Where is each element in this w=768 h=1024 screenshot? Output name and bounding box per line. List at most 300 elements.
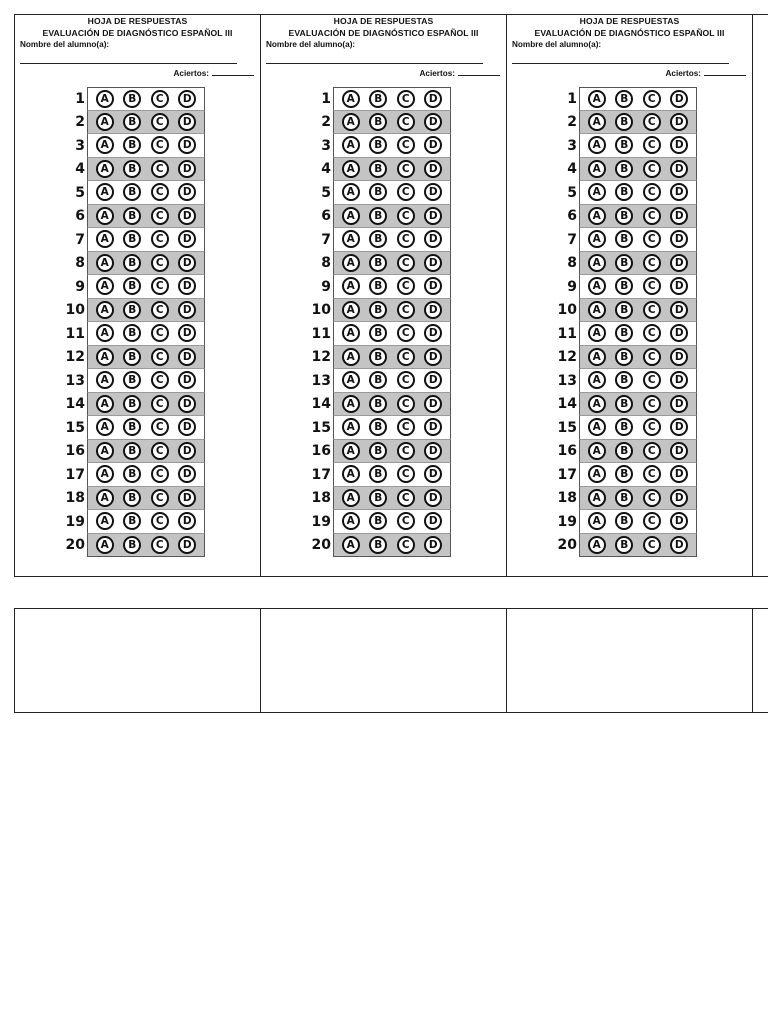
answer-bubble-a[interactable]: A [588, 418, 606, 436]
answer-bubble-b[interactable]: B [123, 277, 141, 295]
answer-bubble-b[interactable]: B [615, 113, 633, 131]
answer-bubble-a[interactable]: A [96, 113, 114, 131]
answer-bubble-a[interactable]: A [96, 324, 114, 342]
sheet-title-line-1: HOJA DE RESPUESTAS [87, 16, 188, 26]
answer-bubble-b[interactable]: B [369, 207, 387, 225]
answer-bubble-a[interactable]: A [96, 512, 114, 530]
answer-bubble-c[interactable]: C [151, 465, 169, 483]
answer-bubble-a[interactable]: A [342, 301, 360, 319]
answer-bubble-b[interactable]: B [123, 489, 141, 507]
answer-bubble-c[interactable]: C [643, 207, 661, 225]
answer-bubble-c[interactable]: C [643, 348, 661, 366]
answer-bubble-a[interactable]: A [342, 536, 360, 554]
answer-bubble-c[interactable]: C [151, 324, 169, 342]
answer-bubble-d[interactable]: D [670, 160, 688, 178]
question-number: 4 [567, 161, 577, 178]
question-number: 5 [321, 184, 331, 201]
answer-bubble-b[interactable]: B [123, 465, 141, 483]
answer-bubble-b[interactable]: B [123, 348, 141, 366]
answer-bubble-b[interactable]: B [615, 90, 633, 108]
answer-bubble-a[interactable]: A [342, 160, 360, 178]
answer-bubble-d[interactable]: D [424, 160, 442, 178]
answer-bubble-a[interactable]: A [588, 512, 606, 530]
question-number: 12 [65, 349, 85, 366]
answer-bubble-d[interactable]: D [178, 324, 196, 342]
answer-options [579, 252, 697, 276]
question-row [301, 181, 461, 205]
answer-bubble-a[interactable]: A [588, 160, 606, 178]
question-row [301, 440, 461, 464]
answer-bubble-d[interactable]: D [178, 160, 196, 178]
answer-bubble-a[interactable]: A [342, 512, 360, 530]
answer-bubble-b[interactable]: B [615, 136, 633, 154]
answer-bubble-c[interactable]: C [643, 442, 661, 460]
answer-bubble-c[interactable]: C [151, 254, 169, 272]
score-label: Aciertos: [173, 69, 209, 78]
question-number: 5 [567, 184, 577, 201]
answer-bubble-a[interactable]: A [96, 277, 114, 295]
answer-bubble-d[interactable]: D [178, 442, 196, 460]
answer-bubble-c[interactable]: C [397, 324, 415, 342]
answer-bubble-b[interactable]: B [369, 160, 387, 178]
answer-bubble-d[interactable]: D [670, 536, 688, 554]
answer-bubble-b[interactable]: B [615, 160, 633, 178]
answer-bubble-c[interactable]: C [397, 183, 415, 201]
answer-bubble-b[interactable]: B [615, 489, 633, 507]
answer-bubble-c[interactable]: C [151, 90, 169, 108]
answer-bubble-c[interactable]: C [643, 136, 661, 154]
answer-bubble-b[interactable]: B [615, 183, 633, 201]
answer-options [579, 299, 697, 323]
student-name-field[interactable] [20, 63, 237, 64]
answer-bubble-d[interactable]: D [424, 371, 442, 389]
answer-bubble-b[interactable]: B [615, 277, 633, 295]
answer-options [87, 205, 205, 229]
answer-bubble-d[interactable]: D [178, 90, 196, 108]
answer-bubble-a[interactable]: A [96, 348, 114, 366]
answer-bubble-c[interactable]: C [151, 348, 169, 366]
question-number: 3 [75, 137, 85, 154]
answer-bubble-d[interactable]: D [424, 442, 442, 460]
answer-bubble-d[interactable]: D [670, 183, 688, 201]
student-name-field[interactable] [512, 63, 729, 64]
answer-bubble-c[interactable]: C [151, 418, 169, 436]
answer-bubble-d[interactable]: D [424, 395, 442, 413]
answer-bubble-b[interactable]: B [123, 371, 141, 389]
answer-bubble-a[interactable]: A [342, 254, 360, 272]
question-number: 12 [311, 349, 331, 366]
answer-bubble-a[interactable]: A [588, 207, 606, 225]
answer-bubble-a[interactable]: A [342, 324, 360, 342]
question-row [55, 346, 215, 370]
answer-bubble-d[interactable]: D [424, 348, 442, 366]
question-number: 18 [311, 490, 331, 507]
answer-bubble-c[interactable]: C [397, 90, 415, 108]
answer-bubble-b[interactable]: B [369, 512, 387, 530]
answer-bubble-c[interactable]: C [643, 395, 661, 413]
answer-bubble-d[interactable]: D [178, 254, 196, 272]
answer-bubble-b[interactable]: B [369, 183, 387, 201]
answer-bubble-b[interactable]: B [615, 230, 633, 248]
answer-bubble-a[interactable]: A [96, 489, 114, 507]
answer-bubble-b[interactable]: B [615, 324, 633, 342]
question-row [547, 181, 707, 205]
question-number: 5 [75, 184, 85, 201]
question-row [55, 463, 215, 487]
answer-bubble-a[interactable]: A [342, 395, 360, 413]
answer-options [333, 299, 451, 323]
answer-bubble-d[interactable]: D [178, 277, 196, 295]
answer-bubble-a[interactable]: A [96, 442, 114, 460]
answer-bubble-d[interactable]: D [424, 465, 442, 483]
answer-bubble-a[interactable]: A [342, 113, 360, 131]
answer-bubble-c[interactable]: C [643, 90, 661, 108]
answer-bubble-c[interactable]: C [151, 512, 169, 530]
answer-bubble-a[interactable]: A [588, 348, 606, 366]
question-row [55, 181, 215, 205]
answer-bubble-a[interactable]: A [342, 489, 360, 507]
answer-bubble-c[interactable]: C [151, 207, 169, 225]
answer-bubble-b[interactable]: B [123, 395, 141, 413]
answer-bubble-c[interactable]: C [397, 465, 415, 483]
answer-bubble-a[interactable]: A [96, 465, 114, 483]
answer-bubble-d[interactable]: D [424, 207, 442, 225]
answer-bubble-d[interactable]: D [670, 324, 688, 342]
answer-bubble-c[interactable]: C [643, 489, 661, 507]
answer-bubble-d[interactable]: D [178, 536, 196, 554]
answer-bubble-c[interactable]: C [397, 348, 415, 366]
question-row [301, 205, 461, 229]
answer-bubble-b[interactable]: B [615, 536, 633, 554]
answer-bubble-c[interactable]: C [151, 301, 169, 319]
answer-bubble-d[interactable]: D [178, 348, 196, 366]
answer-bubble-a[interactable]: A [342, 418, 360, 436]
answer-bubble-b[interactable]: B [369, 371, 387, 389]
answer-bubble-b[interactable]: B [615, 512, 633, 530]
answer-bubble-c[interactable]: C [151, 395, 169, 413]
answer-bubble-a[interactable]: A [588, 442, 606, 460]
question-row [55, 158, 215, 182]
answer-bubble-c[interactable]: C [397, 395, 415, 413]
answer-bubble-c[interactable]: C [643, 183, 661, 201]
answer-bubble-a[interactable]: A [588, 136, 606, 154]
answer-bubble-b[interactable]: B [123, 90, 141, 108]
answer-bubble-c[interactable]: C [397, 536, 415, 554]
answer-bubble-c[interactable]: C [397, 113, 415, 131]
answer-bubble-c[interactable]: C [151, 442, 169, 460]
answer-bubble-b[interactable]: B [369, 536, 387, 554]
answer-bubble-c[interactable]: C [643, 301, 661, 319]
answer-bubble-a[interactable]: A [342, 465, 360, 483]
answer-bubble-a[interactable]: A [96, 418, 114, 436]
answer-bubble-b[interactable]: B [369, 136, 387, 154]
answer-options [87, 369, 205, 393]
answer-bubble-d[interactable]: D [670, 489, 688, 507]
question-row [55, 510, 215, 534]
answer-bubble-b[interactable]: B [369, 254, 387, 272]
answer-bubble-b[interactable]: B [369, 442, 387, 460]
answer-bubble-a[interactable]: A [342, 371, 360, 389]
question-number: 19 [557, 513, 577, 530]
answer-bubble-d[interactable]: D [670, 277, 688, 295]
answer-bubble-a[interactable]: A [342, 90, 360, 108]
answer-bubble-c[interactable]: C [151, 113, 169, 131]
answer-bubble-d[interactable]: D [670, 254, 688, 272]
question-row [547, 369, 707, 393]
answer-bubble-b[interactable]: B [123, 442, 141, 460]
answer-bubble-a[interactable]: A [588, 277, 606, 295]
answer-bubble-a[interactable]: A [96, 230, 114, 248]
answer-bubble-c[interactable]: C [397, 442, 415, 460]
question-number: 7 [321, 231, 331, 248]
answer-options [579, 134, 697, 158]
answer-bubble-c[interactable]: C [397, 489, 415, 507]
answer-bubble-b[interactable]: B [369, 113, 387, 131]
answer-bubble-d[interactable]: D [670, 348, 688, 366]
answer-bubble-d[interactable]: D [670, 442, 688, 460]
question-number: 8 [75, 255, 85, 272]
answer-bubble-a[interactable]: A [342, 230, 360, 248]
answer-bubble-c[interactable]: C [643, 230, 661, 248]
question-number: 1 [75, 90, 85, 107]
answer-bubble-a[interactable]: A [588, 230, 606, 248]
answer-bubble-d[interactable]: D [670, 395, 688, 413]
answer-bubble-b[interactable]: B [369, 465, 387, 483]
question-number: 20 [65, 537, 85, 554]
answer-bubble-d[interactable]: D [178, 371, 196, 389]
answer-bubble-b[interactable]: B [615, 254, 633, 272]
answer-bubble-d[interactable]: D [178, 489, 196, 507]
answer-bubble-d[interactable]: D [424, 183, 442, 201]
answer-bubble-c[interactable]: C [397, 160, 415, 178]
score-blank[interactable] [704, 67, 746, 76]
answer-options [87, 299, 205, 323]
answer-bubble-b[interactable]: B [615, 395, 633, 413]
answer-bubble-b[interactable]: B [123, 301, 141, 319]
answer-bubble-b[interactable]: B [123, 160, 141, 178]
answer-bubble-a[interactable]: A [342, 348, 360, 366]
answer-bubble-b[interactable]: B [123, 512, 141, 530]
answer-bubble-d[interactable]: D [424, 230, 442, 248]
answer-bubble-c[interactable]: C [643, 465, 661, 483]
answer-options [579, 510, 697, 534]
answer-bubble-a[interactable]: A [96, 136, 114, 154]
answer-bubble-d[interactable]: D [178, 395, 196, 413]
answer-bubble-b[interactable]: B [615, 301, 633, 319]
answer-bubble-c[interactable]: C [397, 512, 415, 530]
answer-bubble-c[interactable]: C [397, 136, 415, 154]
answer-bubble-c[interactable]: C [397, 230, 415, 248]
answer-bubble-b[interactable]: B [369, 324, 387, 342]
answer-bubble-d[interactable]: D [424, 113, 442, 131]
answer-bubble-d[interactable]: D [670, 113, 688, 131]
answer-bubble-c[interactable]: C [397, 277, 415, 295]
answer-bubble-a[interactable]: A [96, 371, 114, 389]
question-number: 8 [321, 255, 331, 272]
answer-bubble-d[interactable]: D [670, 207, 688, 225]
answer-bubble-d[interactable]: D [424, 136, 442, 154]
answer-bubble-b[interactable]: B [123, 183, 141, 201]
answer-bubble-a[interactable]: A [588, 183, 606, 201]
answer-options [579, 275, 697, 299]
answer-bubble-c[interactable]: C [643, 254, 661, 272]
answer-bubble-c[interactable]: C [151, 160, 169, 178]
answer-bubble-d[interactable]: D [424, 301, 442, 319]
answer-bubble-c[interactable]: C [643, 113, 661, 131]
answer-options [579, 463, 697, 487]
answer-bubble-d[interactable]: D [178, 136, 196, 154]
answer-bubble-d[interactable]: D [670, 301, 688, 319]
answer-bubble-d[interactable]: D [178, 465, 196, 483]
answer-bubble-c[interactable]: C [397, 418, 415, 436]
answer-bubble-c[interactable]: C [643, 512, 661, 530]
answer-bubble-d[interactable]: D [670, 465, 688, 483]
answer-bubble-d[interactable]: D [670, 230, 688, 248]
answer-bubble-b[interactable]: B [123, 230, 141, 248]
answer-bubble-d[interactable]: D [424, 418, 442, 436]
answer-options [333, 369, 451, 393]
answer-bubble-a[interactable]: A [588, 254, 606, 272]
answer-bubble-c[interactable]: C [397, 207, 415, 225]
answer-bubble-c[interactable]: C [151, 230, 169, 248]
answer-bubble-b[interactable]: B [615, 442, 633, 460]
answer-bubble-d[interactable]: D [424, 512, 442, 530]
answer-bubble-b[interactable]: B [369, 489, 387, 507]
answer-bubble-a[interactable]: A [342, 183, 360, 201]
answer-bubble-a[interactable]: A [96, 395, 114, 413]
answer-bubble-d[interactable]: D [178, 207, 196, 225]
answer-bubble-a[interactable]: A [96, 207, 114, 225]
answer-bubble-d[interactable]: D [670, 90, 688, 108]
answer-bubble-c[interactable]: C [151, 277, 169, 295]
score-label: Aciertos: [665, 69, 701, 78]
question-number: 16 [557, 443, 577, 460]
score-field [420, 67, 501, 78]
answer-bubble-a[interactable]: A [342, 442, 360, 460]
answer-bubble-a[interactable]: A [588, 324, 606, 342]
answer-bubble-b[interactable]: B [369, 230, 387, 248]
answer-bubble-b[interactable]: B [369, 277, 387, 295]
answer-options [579, 534, 697, 558]
score-blank[interactable] [458, 67, 500, 76]
answer-bubble-c[interactable]: C [643, 418, 661, 436]
answer-bubble-a[interactable]: A [588, 371, 606, 389]
answer-bubble-a[interactable]: A [96, 254, 114, 272]
answer-bubble-a[interactable]: A [588, 536, 606, 554]
answer-options [333, 463, 451, 487]
answer-bubble-d[interactable]: D [178, 512, 196, 530]
answer-bubble-d[interactable]: D [178, 418, 196, 436]
answer-bubble-b[interactable]: B [123, 136, 141, 154]
answer-bubble-a[interactable]: A [588, 90, 606, 108]
answer-bubble-c[interactable]: C [643, 277, 661, 295]
question-number: 2 [75, 114, 85, 131]
answer-bubble-b[interactable]: B [123, 324, 141, 342]
question-row [301, 534, 461, 558]
answer-bubble-c[interactable]: C [151, 536, 169, 554]
answer-bubble-d[interactable]: D [424, 277, 442, 295]
answer-bubble-c[interactable]: C [643, 324, 661, 342]
answer-bubble-d[interactable]: D [670, 371, 688, 389]
answer-bubble-a[interactable]: A [588, 301, 606, 319]
answer-bubble-a[interactable]: A [588, 489, 606, 507]
answer-bubble-d[interactable]: D [424, 254, 442, 272]
answer-bubble-b[interactable]: B [615, 207, 633, 225]
answer-bubble-c[interactable]: C [643, 371, 661, 389]
answer-bubble-c[interactable]: C [151, 136, 169, 154]
answer-bubble-b[interactable]: B [369, 395, 387, 413]
answer-options [87, 487, 205, 511]
answer-bubble-d[interactable]: D [424, 536, 442, 554]
answer-bubble-a[interactable]: A [342, 277, 360, 295]
answer-bubble-d[interactable]: D [178, 113, 196, 131]
answer-bubble-c[interactable]: C [643, 160, 661, 178]
answer-bubble-b[interactable]: B [369, 348, 387, 366]
answer-bubble-a[interactable]: A [96, 536, 114, 554]
answer-bubble-b[interactable]: B [123, 536, 141, 554]
answer-bubble-b[interactable]: B [615, 418, 633, 436]
answer-bubble-a[interactable]: A [96, 160, 114, 178]
answer-bubble-b[interactable]: B [369, 90, 387, 108]
answer-bubble-c[interactable]: C [151, 489, 169, 507]
answer-bubble-d[interactable]: D [424, 489, 442, 507]
answer-bubble-b[interactable]: B [123, 254, 141, 272]
answer-bubble-c[interactable]: C [643, 536, 661, 554]
answer-bubble-d[interactable]: D [670, 136, 688, 154]
answer-bubble-a[interactable]: A [342, 207, 360, 225]
answer-bubble-b[interactable]: B [615, 465, 633, 483]
answer-bubble-d[interactable]: D [670, 418, 688, 436]
answer-bubble-a[interactable]: A [588, 113, 606, 131]
answer-options [579, 393, 697, 417]
answer-bubble-d[interactable]: D [178, 301, 196, 319]
answer-bubble-d[interactable]: D [424, 324, 442, 342]
answer-options [579, 87, 697, 111]
answer-bubble-b[interactable]: B [615, 371, 633, 389]
question-number: 17 [65, 466, 85, 483]
answer-bubble-b[interactable]: B [615, 348, 633, 366]
answer-bubble-b[interactable]: B [123, 207, 141, 225]
answer-bubble-c[interactable]: C [151, 371, 169, 389]
answer-bubble-a[interactable]: A [588, 395, 606, 413]
answer-bubble-d[interactable]: D [178, 230, 196, 248]
answer-bubble-b[interactable]: B [123, 418, 141, 436]
score-blank[interactable] [212, 67, 254, 76]
answer-options [333, 393, 451, 417]
student-name-field[interactable] [266, 63, 483, 64]
answer-bubble-b[interactable]: B [123, 113, 141, 131]
answer-bubble-c[interactable]: C [397, 254, 415, 272]
question-row [55, 275, 215, 299]
student-name-label: Nombre del alumno(a): [266, 40, 356, 49]
answer-bubble-a[interactable]: A [96, 301, 114, 319]
question-number: 12 [557, 349, 577, 366]
answer-bubble-a[interactable]: A [342, 136, 360, 154]
answer-options [333, 487, 451, 511]
answer-bubble-a[interactable]: A [96, 90, 114, 108]
answer-bubble-c[interactable]: C [151, 183, 169, 201]
answer-bubble-d[interactable]: D [178, 183, 196, 201]
answer-bubble-a[interactable]: A [96, 183, 114, 201]
answer-bubble-c[interactable]: C [397, 301, 415, 319]
answer-bubble-b[interactable]: B [369, 301, 387, 319]
question-row [547, 487, 707, 511]
answer-bubble-c[interactable]: C [397, 371, 415, 389]
answer-bubble-b[interactable]: B [369, 418, 387, 436]
answer-bubble-d[interactable]: D [424, 90, 442, 108]
answer-bubble-a[interactable]: A [588, 465, 606, 483]
answer-bubble-d[interactable]: D [670, 512, 688, 530]
